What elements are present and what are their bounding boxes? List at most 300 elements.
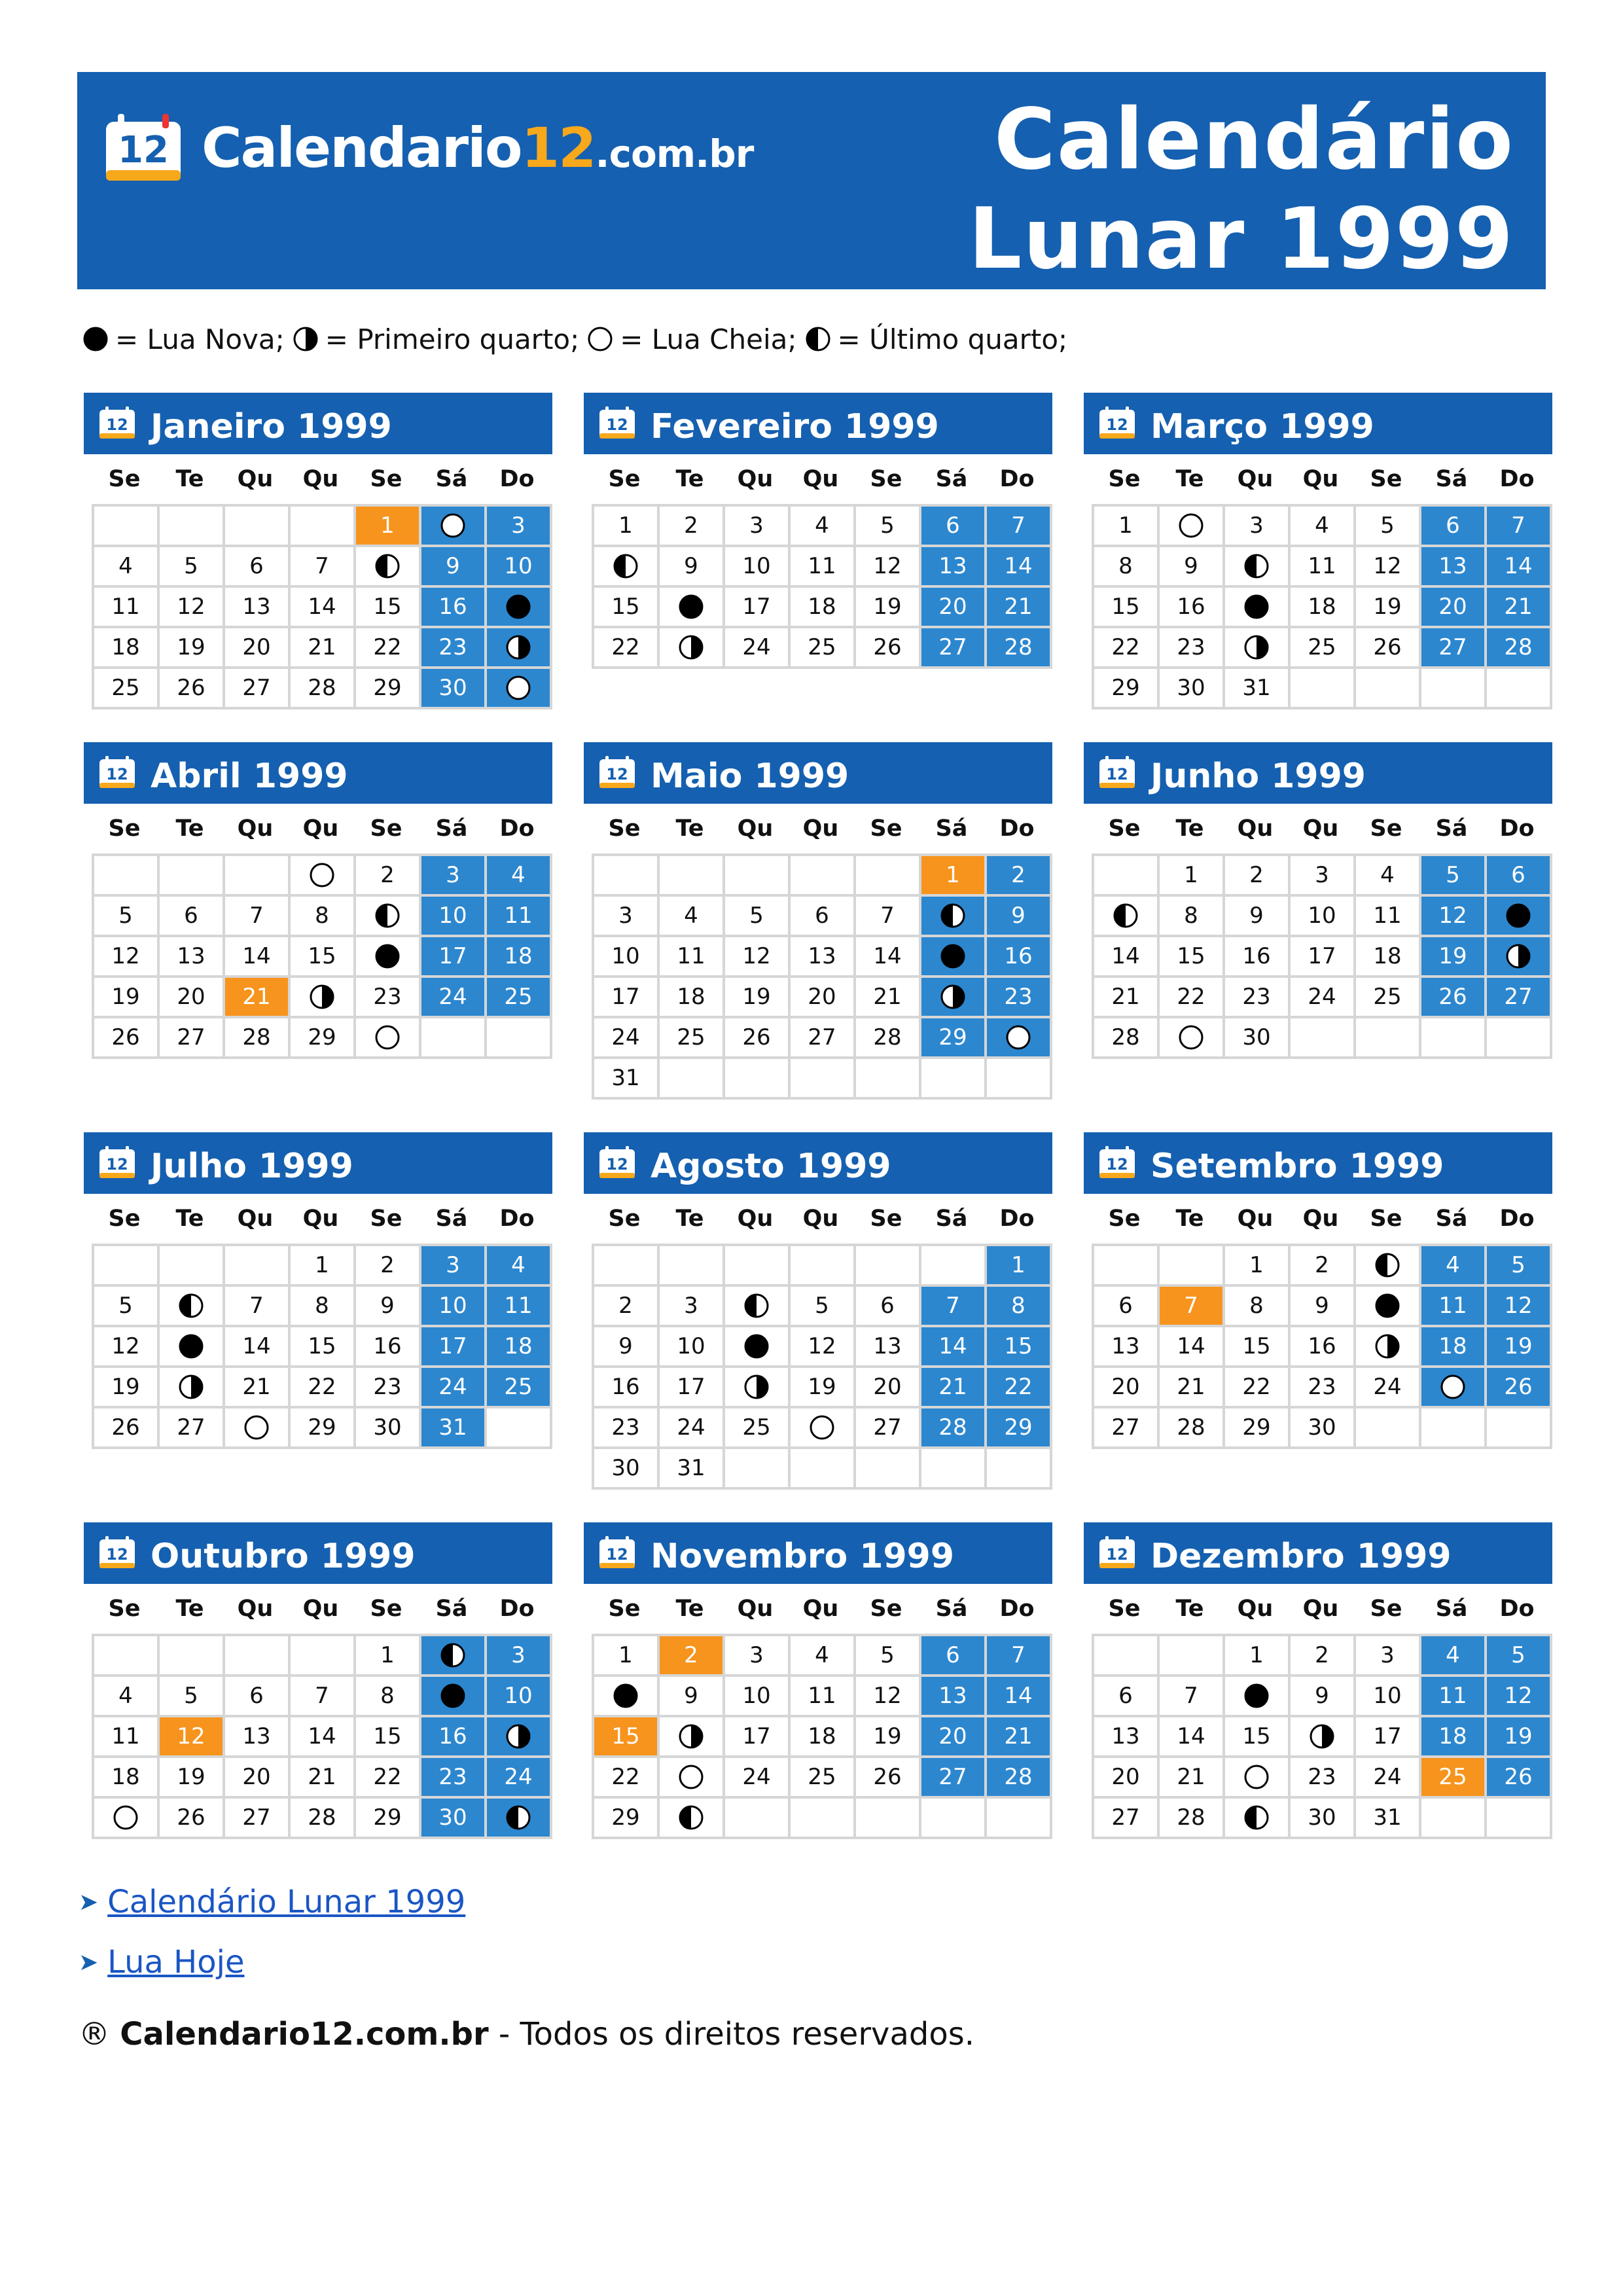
day-cell: 6 [225,547,291,588]
day-cell: 19 [94,1368,160,1408]
day-cell: 19 [1421,937,1487,978]
month-calendar [1084,742,1552,1059]
first-quarter-icon [940,984,966,1010]
day-grid [592,1244,1052,1490]
month-title: Janeiro 1999 [151,407,392,446]
day-cell [160,1368,225,1408]
empty-cell [1291,1018,1356,1059]
day-cell: 11 [1291,547,1356,588]
day-cell: 29 [921,1018,987,1059]
day-cell: 18 [791,588,856,628]
day-cell: 18 [487,937,552,978]
day-cell [660,1717,725,1758]
day-cell: 17 [725,1717,791,1758]
weekday-label: Do [1499,1596,1535,1622]
day-cell: 12 [856,547,921,588]
weekday-label: Se [870,466,902,492]
day-cell: 24 [660,1408,725,1449]
day-cell: 30 [421,669,487,709]
day-cell: 13 [921,547,987,588]
day-cell: 12 [160,1717,225,1758]
weekday-label: Se [108,1206,141,1232]
first-quarter-icon [293,326,319,352]
day-cell: 3 [1225,507,1291,547]
day-cell: 1 [356,507,421,547]
day-cell: 1 [1094,507,1160,547]
month-title: Abril 1999 [151,757,348,796]
day-cell: 21 [856,978,921,1018]
empty-cell [725,1246,791,1287]
weekday-label: Se [370,816,402,842]
weekday-label: Qu [237,816,274,842]
day-cell [1225,1758,1291,1799]
day-cell: 24 [1356,1758,1421,1799]
day-cell: 18 [1356,937,1421,978]
svg-text:12: 12 [606,416,628,434]
day-cell: 3 [660,1287,725,1327]
day-cell: 29 [291,1408,356,1449]
day-cell: 7 [921,1287,987,1327]
svg-text:12: 12 [606,1155,628,1174]
svg-text:12: 12 [106,1155,128,1174]
day-cell: 27 [225,1799,291,1839]
lunar-calendar-link[interactable]: Calendário Lunar 1999 [107,1884,466,1920]
day-cell: 11 [791,547,856,588]
day-cell: 8 [1160,897,1225,937]
day-grid [92,504,552,709]
full-moon-icon [113,1804,139,1831]
full-moon-icon [1178,1024,1204,1050]
day-cell: 14 [291,588,356,628]
legend-label: = Lua Nova; [115,323,285,355]
full-moon-icon [1243,1764,1270,1790]
day-cell: 31 [421,1408,487,1449]
month-calendar [1084,1132,1552,1449]
legend-label: = Lua Cheia; [620,323,797,355]
day-cell: 28 [225,1018,291,1059]
day-cell: 12 [1421,897,1487,937]
day-cell: 11 [791,1677,856,1717]
day-cell: 22 [291,1368,356,1408]
month-title: Fevereiro 1999 [651,407,939,446]
arrow-right-icon: ➤ [79,1948,99,1976]
day-cell [1356,1246,1421,1287]
day-cell: 18 [1421,1717,1487,1758]
new-moon-icon [178,1333,204,1359]
day-cell [1225,628,1291,669]
weekday-label: Sá [1435,1206,1468,1232]
weekday-label: Se [608,816,641,842]
day-cell: 15 [291,1327,356,1368]
day-cell: 6 [791,897,856,937]
full-moon-icon [374,1024,401,1050]
weekday-label: Se [1108,1206,1141,1232]
day-cell: 14 [1160,1717,1225,1758]
day-cell: 13 [791,937,856,978]
day-cell: 10 [725,1677,791,1717]
weekday-label: Do [999,466,1035,492]
weekday-label: Te [1175,1206,1204,1232]
day-cell: 24 [1291,978,1356,1018]
day-cell [291,978,356,1018]
day-cell: 5 [94,897,160,937]
weekday-label: Qu [1302,1206,1339,1232]
day-cell: 22 [594,628,660,669]
weekday-label: Se [1108,1596,1141,1622]
weekday-header [1092,1194,1552,1244]
day-cell: 9 [421,547,487,588]
day-cell: 24 [1356,1368,1421,1408]
day-cell: 26 [1356,628,1421,669]
day-cell: 19 [725,978,791,1018]
weekday-label: Qu [737,816,774,842]
new-moon-icon [374,943,401,969]
day-cell: 25 [487,978,552,1018]
day-cell: 24 [725,628,791,669]
day-cell: 4 [94,1677,160,1717]
weekday-label: Qu [802,816,839,842]
svg-text:12: 12 [606,765,628,783]
day-cell: 22 [594,1758,660,1799]
day-grid [92,1244,552,1449]
weekday-label: Qu [737,1206,774,1232]
day-cell: 30 [1291,1799,1356,1839]
day-cell: 15 [1094,588,1160,628]
day-cell: 27 [160,1018,225,1059]
day-cell: 21 [1487,588,1552,628]
calendar-icon [1098,755,1136,789]
day-cell: 5 [856,507,921,547]
day-cell: 4 [1421,1246,1487,1287]
empty-cell [725,1449,791,1490]
first-quarter-icon [505,1723,531,1749]
weekday-label: Se [870,1206,902,1232]
month-header [584,1132,1052,1194]
day-cell: 12 [1356,547,1421,588]
empty-cell [856,1059,921,1100]
day-cell: 28 [856,1018,921,1059]
day-cell: 23 [594,1408,660,1449]
weekday-header [592,1584,1052,1634]
day-cell: 1 [594,1636,660,1677]
day-cell: 23 [1160,628,1225,669]
day-cell [421,1636,487,1677]
day-cell: 12 [1487,1287,1552,1327]
day-cell: 7 [291,1677,356,1717]
empty-cell [856,1246,921,1287]
weekday-label: Qu [302,1206,339,1232]
day-cell: 2 [1225,856,1291,897]
weekday-header [92,1584,552,1634]
day-cell: 4 [487,856,552,897]
day-cell [1487,897,1552,937]
month-title: Outubro 1999 [151,1537,416,1576]
day-cell: 31 [1356,1799,1421,1839]
day-cell [1225,1799,1291,1839]
month-title: Junho 1999 [1150,757,1366,796]
moon-phase-legend [82,319,1075,359]
month-header [84,1132,552,1194]
day-cell [594,1677,660,1717]
month-title: Setembro 1999 [1150,1147,1444,1186]
first-quarter-icon [178,1374,204,1400]
moon-today-link[interactable]: Lua Hoje [107,1944,245,1981]
day-cell: 24 [487,1758,552,1799]
last-quarter-icon [743,1293,770,1319]
svg-text:12: 12 [106,765,128,783]
day-cell: 12 [856,1677,921,1717]
day-cell [987,1018,1052,1059]
day-cell: 22 [356,1758,421,1799]
day-cell: 21 [987,588,1052,628]
day-cell: 9 [594,1327,660,1368]
day-cell: 29 [356,1799,421,1839]
day-cell: 12 [160,588,225,628]
weekday-header [1092,454,1552,504]
weekday-label: Sá [435,816,468,842]
empty-cell [1356,1018,1421,1059]
page-title-line-2: Lunar 1999 [968,190,1514,288]
day-cell: 19 [160,1758,225,1799]
day-cell: 10 [594,937,660,978]
footer [79,2016,974,2053]
first-quarter-icon [678,1723,704,1749]
day-cell: 13 [160,937,225,978]
day-cell: 15 [1225,1717,1291,1758]
weekday-label: Do [499,1206,535,1232]
day-cell: 21 [291,1758,356,1799]
day-cell [94,1799,160,1839]
day-cell: 9 [1160,547,1225,588]
day-cell: 5 [1487,1246,1552,1287]
weekday-label: Se [108,1596,141,1622]
day-cell: 29 [1225,1408,1291,1449]
day-cell: 21 [291,628,356,669]
day-cell: 20 [856,1368,921,1408]
day-cell: 25 [1291,628,1356,669]
day-cell: 27 [160,1408,225,1449]
first-quarter-icon [678,634,704,660]
day-cell: 17 [421,1327,487,1368]
weekday-label: Se [608,1206,641,1232]
day-cell: 21 [225,978,291,1018]
day-cell: 15 [356,588,421,628]
day-cell: 18 [487,1327,552,1368]
day-cell: 23 [421,1758,487,1799]
calendar-icon [1098,406,1136,440]
day-cell: 26 [1421,978,1487,1018]
weekday-label: Qu [1237,816,1274,842]
empty-cell [1160,1636,1225,1677]
day-cell: 9 [356,1287,421,1327]
day-cell: 19 [1487,1717,1552,1758]
calendar-icon [598,755,636,789]
day-cell: 10 [421,1287,487,1327]
empty-cell [1356,669,1421,709]
weekday-label: Qu [1237,466,1274,492]
day-grid [92,1634,552,1839]
day-cell: 11 [94,1717,160,1758]
day-cell: 6 [160,897,225,937]
day-cell: 26 [725,1018,791,1059]
calendar-icon [598,406,636,440]
empty-cell [856,856,921,897]
day-cell: 26 [160,1799,225,1839]
day-cell [356,1018,421,1059]
day-cell: 6 [921,1636,987,1677]
day-cell: 5 [160,1677,225,1717]
full-moon-icon [678,1764,704,1790]
svg-text:12: 12 [106,1545,128,1564]
weekday-label: Do [1499,1206,1535,1232]
link-row [79,1872,465,1932]
last-quarter-icon [374,553,401,579]
weekday-label: Te [1175,816,1204,842]
day-grid [592,504,1052,669]
day-cell: 7 [987,1636,1052,1677]
day-cell: 5 [94,1287,160,1327]
empty-cell [791,1059,856,1100]
day-cell: 28 [1094,1018,1160,1059]
weekday-header [592,1194,1052,1244]
last-quarter-icon [678,1804,704,1831]
day-cell: 23 [1291,1758,1356,1799]
month-title: Maio 1999 [651,757,849,796]
weekday-label: Do [999,1206,1035,1232]
empty-cell [487,1018,552,1059]
day-grid [1092,1244,1552,1449]
day-cell [225,1408,291,1449]
day-cell [160,1327,225,1368]
weekday-label: Do [1499,816,1535,842]
day-cell: 1 [1225,1636,1291,1677]
day-cell: 7 [1160,1677,1225,1717]
weekday-label: Te [675,466,704,492]
empty-cell [594,1246,660,1287]
weekday-label: Qu [1237,1206,1274,1232]
day-cell: 11 [660,937,725,978]
empty-cell [1487,669,1552,709]
day-cell: 4 [791,1636,856,1677]
month-calendar [584,393,1052,669]
day-cell: 22 [987,1368,1052,1408]
day-cell [487,588,552,628]
day-cell: 10 [725,547,791,588]
day-cell: 8 [987,1287,1052,1327]
day-cell: 13 [225,588,291,628]
day-cell: 2 [1291,1636,1356,1677]
day-cell [291,856,356,897]
day-cell: 15 [1160,937,1225,978]
full-moon-icon [440,512,466,539]
calendar-icon [98,1145,136,1179]
svg-text:12: 12 [1106,765,1128,783]
day-grid [92,853,552,1059]
day-cell [921,978,987,1018]
weekday-label: Sá [1435,1596,1468,1622]
day-cell: 16 [1225,937,1291,978]
day-cell: 9 [1291,1677,1356,1717]
day-cell: 26 [856,1758,921,1799]
day-cell: 6 [1421,507,1487,547]
day-cell: 28 [1487,628,1552,669]
weekday-label: Sá [435,466,468,492]
day-cell: 25 [660,1018,725,1059]
day-cell: 12 [725,937,791,978]
day-grid [1092,853,1552,1059]
day-cell: 30 [1291,1408,1356,1449]
site-logo[interactable] [103,109,754,187]
month-calendar [84,393,552,709]
empty-cell [725,1059,791,1100]
empty-cell [487,1408,552,1449]
empty-cell [160,856,225,897]
month-calendar [1084,393,1552,709]
empty-cell [225,1246,291,1287]
weekday-label: Do [499,466,535,492]
month-calendar [584,1522,1052,1839]
empty-cell [1094,1636,1160,1677]
day-cell [1225,1677,1291,1717]
day-cell: 12 [94,937,160,978]
new-moon-icon [743,1333,770,1359]
calendar-icon [98,755,136,789]
day-cell: 6 [1094,1677,1160,1717]
weekday-label: Qu [237,1596,274,1622]
day-cell: 16 [1160,588,1225,628]
svg-text:12: 12 [606,1545,628,1564]
day-cell: 13 [1094,1717,1160,1758]
day-cell: 1 [1225,1246,1291,1287]
day-cell [725,1287,791,1327]
new-moon-icon [613,1683,639,1709]
day-cell [660,1758,725,1799]
weekday-label: Qu [1302,466,1339,492]
empty-cell [987,1059,1052,1100]
day-cell: 24 [725,1758,791,1799]
day-cell [791,1408,856,1449]
weekday-label: Se [370,1596,402,1622]
day-cell: 15 [1225,1327,1291,1368]
day-cell: 21 [1160,1368,1225,1408]
first-quarter-icon [505,634,531,660]
day-cell: 23 [987,978,1052,1018]
day-cell: 29 [594,1799,660,1839]
weekday-label: Te [675,1596,704,1622]
weekday-label: Qu [1302,816,1339,842]
day-cell: 19 [94,978,160,1018]
day-cell: 11 [1421,1677,1487,1717]
weekday-label: Se [870,1596,902,1622]
day-cell: 18 [94,1758,160,1799]
weekday-label: Sá [935,816,968,842]
svg-text:12: 12 [1106,1155,1128,1174]
day-cell: 6 [1094,1287,1160,1327]
month-calendar [84,742,552,1059]
page-title [969,90,1514,289]
empty-cell [725,1799,791,1839]
day-cell [356,937,421,978]
weekday-label: Sá [435,1206,468,1232]
day-cell: 14 [987,547,1052,588]
day-cell: 27 [921,628,987,669]
weekday-header [1092,804,1552,853]
day-cell: 14 [1487,547,1552,588]
svg-text:12: 12 [1106,416,1128,434]
day-cell: 8 [291,897,356,937]
empty-cell [1487,1018,1552,1059]
day-cell: 17 [725,588,791,628]
